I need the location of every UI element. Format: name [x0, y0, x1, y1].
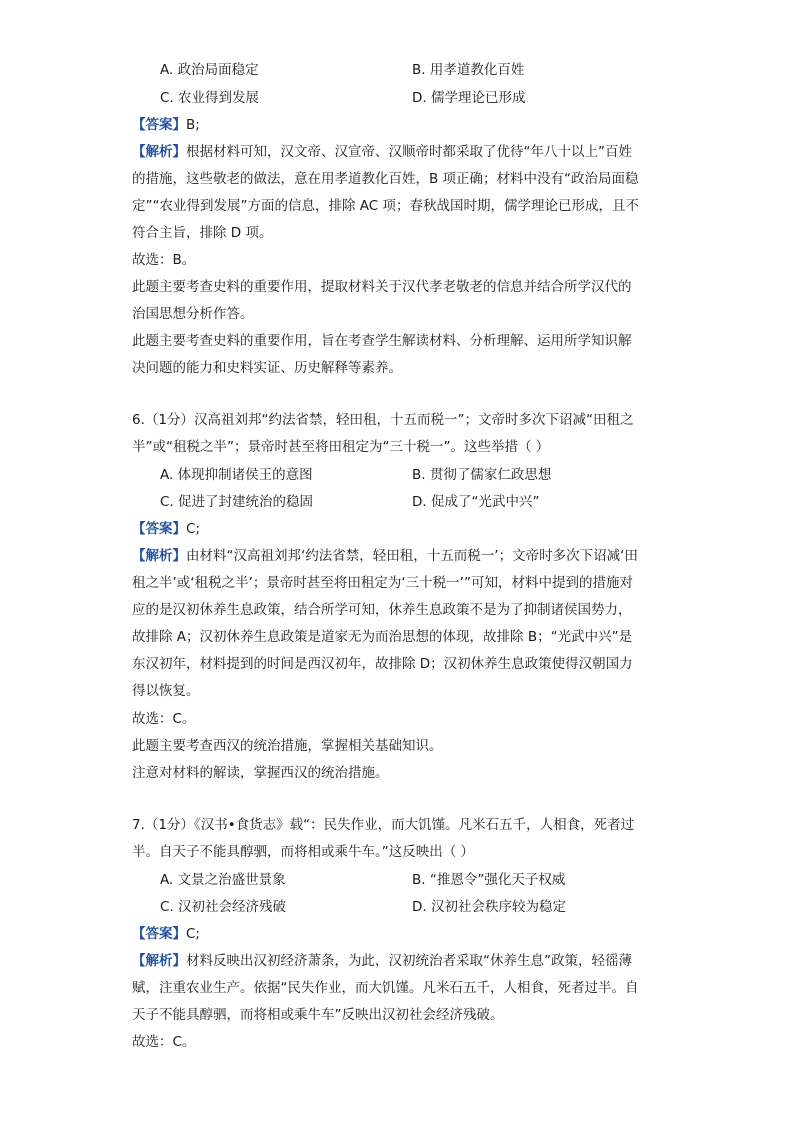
- q5-analysis-line: [132, 142, 632, 162]
- q6-analysis-line: 得以恢复。: [132, 683, 200, 699]
- q7-option-c: C. 汉初社会经济残破: [160, 899, 287, 915]
- q7-option-a: A. 文景之治盛世景象: [160, 872, 286, 888]
- q7-stem-line: 半。自天子不能具醇驷，而将相或乘牛车。”这反映出（ ）: [132, 844, 475, 860]
- q5-option-c: C. 农业得到发展: [160, 90, 260, 106]
- q6-option-b: B. 贯彻了儒家仁政思想: [412, 467, 552, 483]
- analysis-tag: 【解析】: [132, 548, 186, 564]
- answer-value: C;: [186, 926, 200, 942]
- q6-analysis-line: 故排除 A；汉初休养生息政策是道家无为而治思想的体现，故排除 B；“光武中兴”是: [132, 629, 633, 645]
- q5-analysis-line: 符合主旨，排除 D 项。: [132, 225, 273, 241]
- q5-option-d: D. 儒学理论已形成: [412, 90, 526, 106]
- q7-answer: [132, 924, 200, 944]
- q5-option-a: A. 政治局面稳定: [160, 62, 259, 78]
- analysis-tag: 【解析】: [132, 953, 186, 969]
- q6-conclusion: 故选：C。: [132, 711, 196, 727]
- answer-tag: 【答案】: [132, 521, 186, 537]
- q6-note-line: 此题主要考查西汉的统治措施，掌握相关基础知识。: [132, 738, 443, 754]
- analysis-text: 由材料“汉高祖刘邦‘约法省禁，轻田租，十五而税一’；文帝时多次下诏减‘田: [186, 548, 638, 564]
- q6-stem-line: 6.（1分）汉高祖刘邦“约法省禁，轻田租，十五而税一”；文帝时多次下诏减“田租之: [132, 412, 634, 428]
- answer-value: C;: [186, 521, 200, 537]
- q7-analysis-line: 天子不能具醇驷，而将相或乘牛车”反映出汉初社会经济残破。: [132, 1007, 504, 1023]
- q7-analysis-line: [132, 951, 632, 971]
- answer-tag: 【答案】: [132, 117, 186, 133]
- q5-conclusion: 故选：B。: [132, 252, 196, 268]
- q5-note-line: 此题主要考查史料的重要作用，提取材料关于汉代孝老敬老的信息并结合所学汉代的: [132, 279, 632, 295]
- analysis-text: 材料反映出汉初经济萧条，为此，汉初统治者采取“休养生息”政策，轻徭薄: [186, 953, 632, 969]
- q5-note-line: 决问题的能力和史料实证、历史解释等素养。: [132, 360, 402, 376]
- q6-option-a: A. 体现抑制诸侯王的意图: [160, 467, 313, 483]
- analysis-text: 根据材料可知，汉文帝、汉宣帝、汉顺帝时都采取了优待“年八十以上”百姓: [186, 144, 632, 160]
- q5-option-b: B. 用孝道教化百姓: [412, 62, 525, 78]
- q5-note-line: 治国思想分析作答。: [132, 306, 254, 322]
- q7-option-b: B. “推恩令”强化天子权威: [412, 872, 566, 888]
- q6-analysis-line: [132, 546, 638, 566]
- q6-analysis-line: 应的是汉初休养生息政策，结合所学可知，休养生息政策不是为了抑制诸侯国势力，: [132, 602, 632, 618]
- q6-option-d: D. 促成了“光武中兴”: [412, 494, 540, 510]
- q6-answer: [132, 519, 200, 539]
- q7-option-d: D. 汉初社会秩序较为稳定: [412, 899, 566, 915]
- q5-answer: [132, 115, 200, 135]
- q5-note-line: 此题主要考查史料的重要作用，旨在考查学生解读材料、分析理解、运用所学知识解: [132, 333, 632, 349]
- q6-analysis-line: 东汉初年，材料提到的时间是西汉初年，故排除 D；汉初休养生息政策使得汉朝国力: [132, 656, 633, 672]
- q7-stem-line: 7.（1分）《汉书•食货志》载“：民失作业，而大饥馑。凡米石五千，人相食，死者过: [132, 817, 635, 833]
- q6-option-c: C. 促进了封建统治的稳固: [160, 494, 314, 510]
- q6-stem-line: 半”或“租税之半”；景帝时甚至将田租定为“三十税一”。这些举措（ ）: [132, 439, 550, 455]
- analysis-tag: 【解析】: [132, 144, 186, 160]
- q5-analysis-line: 的措施，这些敬老的做法，意在用孝道教化百姓，B 项正确；材料中没有“政治局面稳: [132, 171, 639, 187]
- q7-analysis-line: 赋，注重农业生产。依据“民失作业，而大饥馑。凡米石五千，人相食，死者过半。自: [132, 980, 639, 996]
- q7-conclusion: 故选：C。: [132, 1034, 196, 1050]
- q6-note-line: 注意对材料的解读，掌握西汉的统治措施。: [132, 765, 389, 781]
- q5-analysis-line: 定”“农业得到发展”方面的信息，排除 AC 项；春秋战国时期，儒学理论已形成，且不: [132, 198, 639, 214]
- answer-value: B;: [186, 117, 200, 133]
- q6-analysis-line: 租之半’或‘租税之半’；景帝时甚至将田租定为‘三十税一’”可知，材料中提到的措施对: [132, 575, 633, 591]
- answer-tag: 【答案】: [132, 926, 186, 942]
